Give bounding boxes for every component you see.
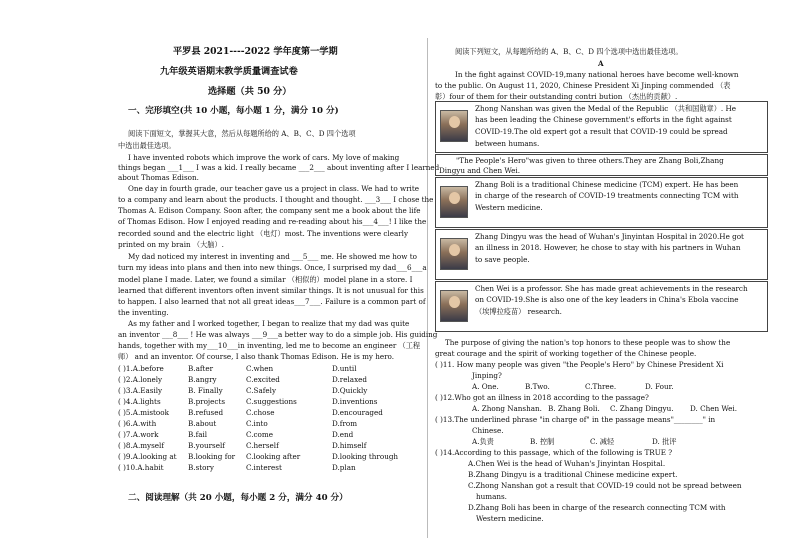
question-stem: ( )11. How many people was given "the People's Hero" by Chinese President Xi (435, 360, 724, 369)
peoples-hero-note (435, 154, 768, 176)
card-line: （埃博拉疫苗） research. (475, 307, 562, 316)
intro-line: 彰）four of them for their outstanding contri bution （杰出的贡献）. (435, 92, 678, 101)
passage-letter: A (598, 59, 604, 68)
exam-title: 九年级英语期末教学质量调查试卷 (160, 66, 298, 77)
portrait-photo (440, 238, 468, 270)
part-title: 选择题（共 50 分） (208, 86, 292, 97)
question-option-c-cont: humans. (476, 492, 507, 501)
question-option-c[interactable]: C.into (246, 419, 268, 428)
passage-line: the inventing. (118, 308, 169, 317)
question-option-b[interactable]: B.looking for (188, 452, 236, 461)
reading-instruction: 阅读下列短文，从每题所给的 A、B、C、D 四个选项中选出最佳选项。 (455, 47, 683, 56)
question-option-c[interactable]: C.suggestions (246, 397, 297, 406)
cloze-instruction-line-2: 中选出最佳选项。 (118, 141, 176, 150)
passage-line: to a company and learn about the products. I thought and thought. ___3___ I chose the (118, 195, 434, 204)
question-option-b[interactable]: B.Two. (525, 382, 550, 391)
question-option-b[interactable]: B.about (188, 419, 217, 428)
card-line: COVID-19.The old expert got a result that COVID-19 could be spread (475, 127, 728, 136)
card-line: between humans. (475, 139, 540, 148)
question-option-c[interactable]: C.Safely (246, 386, 277, 395)
question-option-d[interactable]: D.plan (332, 463, 356, 472)
passage-line: My dad noticed my interest in inventing and ___5___ me. He showed me how to (128, 252, 417, 261)
question-option-c[interactable]: C.when (246, 364, 274, 373)
intro-line: In the fight against COVID-19,many national heroes have become well-known (455, 70, 739, 79)
section-heading-cloze: 一、完形填空(共 10 小题，每小题 1 分，满分 10 分) (128, 106, 339, 116)
question-option-d[interactable]: D.himself (332, 441, 367, 450)
question-option-c[interactable]: C.looking after (246, 452, 301, 461)
question-option-c[interactable]: C.excited (246, 375, 280, 384)
question-stem: ( )13.The underlined phrase "in charge of" in the passage means"________" in (435, 415, 716, 424)
question-option-a[interactable]: ( )9.A.looking at (118, 452, 177, 461)
passage-line: model plane I made. Later, we found a similar （相似的）model plane in a store. I (118, 275, 413, 284)
question-option-d[interactable]: D.Zhang Boli has been in charge of the research connecting TCM with (468, 503, 726, 512)
question-option-b[interactable]: B.fail (188, 430, 208, 439)
card-line: has been leading the Chinese government's efforts in the fight against (475, 115, 732, 124)
question-option-a[interactable]: A. One. (472, 382, 499, 391)
card-line: on COVID-19.She is also one of the key leaders in China's Ebola vaccine (475, 295, 739, 304)
card-line: Western medicine. (475, 203, 543, 212)
question-stem: Chinese. (472, 426, 504, 435)
question-option-d[interactable]: D.inventions (332, 397, 378, 406)
question-option-d[interactable]: D.relaxed (332, 375, 367, 384)
question-option-d[interactable]: D.from (332, 419, 358, 428)
hero-card-chen-wei (435, 281, 768, 332)
card-line: to save people. (475, 255, 530, 264)
purpose-line: great courage and the spirit of working together of the Chinese people. (435, 349, 697, 358)
exam-county-title: 平罗县 2021----2022 学年度第一学期 (173, 46, 338, 57)
question-option-c[interactable]: C. Zhang Dingyu. (610, 404, 674, 413)
question-option-a[interactable]: ( )5.A.mistook (118, 408, 169, 417)
question-option-c[interactable]: C.Three. (585, 382, 617, 391)
column-divider (427, 38, 428, 538)
purpose-line: The purpose of giving the nation's top honors to these people was to show the (445, 338, 731, 347)
question-option-a[interactable]: ( )10.A.habit (118, 463, 164, 472)
portrait-photo (440, 290, 468, 322)
passage-line: 师） and an inventor. Of course, I also thank Thomas Edison. He is my hero. (118, 352, 395, 361)
passage-line: One day in fourth grade, our teacher gave us a project in class. We had to write (128, 184, 419, 193)
question-stem: ( )12.Who got an illness in 2018 according to the passage? (435, 393, 649, 402)
question-option-c[interactable]: C.chose (246, 408, 275, 417)
question-option-d[interactable]: D.end (332, 430, 354, 439)
question-option-d[interactable]: D.looking through (332, 452, 399, 461)
passage-line: recorded sound and the electric light （电灯）most. The inventions were clearly (118, 229, 409, 238)
question-stem: Jinping? (472, 371, 502, 380)
question-option-b[interactable]: B.yourself (188, 441, 225, 450)
question-option-a[interactable]: ( )8.A.myself (118, 441, 165, 450)
question-option-b[interactable]: B.after (188, 364, 214, 373)
portrait-photo (440, 186, 468, 218)
passage-line: As my father and I worked together, I began to realize that my dad was quite (128, 319, 410, 328)
cloze-instruction-line-1: 阅读下面短文，掌握其大意，然后从每题所给的 A、B、C、D 四个选项 (128, 129, 356, 138)
card-line: Zhang Dingyu was the head of Wuhan's Jinyintan Hospital in 2020.He got (475, 232, 744, 241)
passage-line: learned that different inventors often invent similar things. It is not unusual for this (118, 286, 424, 295)
question-option-c[interactable]: C.come (246, 430, 273, 439)
question-option-c[interactable]: C. 减轻 (590, 437, 615, 446)
question-option-d-cont: Western medicine. (476, 514, 544, 523)
question-option-b[interactable]: B.projects (188, 397, 226, 406)
section-heading-reading: 二、阅读理解（共 20 小题，每小题 2 分，满分 40 分） (128, 493, 348, 503)
question-option-b[interactable]: B. Finally (188, 386, 223, 395)
question-option-a[interactable]: ( )4.A.lights (118, 397, 161, 406)
question-option-d[interactable]: D. 批评 (652, 437, 677, 446)
question-option-c[interactable]: C.herself (246, 441, 279, 450)
question-option-c[interactable]: C.interest (246, 463, 282, 472)
question-option-b[interactable]: B.Zhang Dingyu is a traditional Chinese medicine expert. (468, 470, 678, 479)
question-option-a[interactable]: A. Zhong Nanshan. (472, 404, 542, 413)
question-option-b[interactable]: B. 控制 (530, 437, 555, 446)
card-line: Zhong Nanshan was given the Medal of the Republic （共和国勋章）. He (475, 104, 736, 113)
question-option-d[interactable]: D.until (332, 364, 357, 373)
question-option-d[interactable]: D.Quickly (332, 386, 368, 395)
intro-line: to the public. On August 11, 2020, Chinese President Xi Jinping commended （表 (435, 81, 731, 90)
question-option-b[interactable]: B.refused (188, 408, 224, 417)
question-option-a[interactable]: ( )6.A.with (118, 419, 157, 428)
passage-line: an inventor ___8___ ! He was always ___9___a better way to do a simple job. His guiding (118, 330, 438, 339)
question-option-a[interactable]: A.Chen Wei is the head of Wuhan's Jinyintan Hospital. (468, 459, 666, 468)
passage-line: things began ___1___ I was a kid. I really became ___2___ about inventing after I learned (118, 163, 440, 172)
passage-line: to happen. I also learned that not all great ideas___7___. Failure is a common part of (118, 297, 426, 306)
question-option-a[interactable]: ( )3.A.Easily (118, 386, 163, 395)
note-line: Dingyu and Chen Wei. (439, 166, 520, 175)
passage-line: of Thomas Edison. How I enjoyed reading and re-reading about his___4___! I like the (118, 217, 427, 226)
question-option-b[interactable]: B.story (188, 463, 214, 472)
passage-line: I have invented robots which improve the work of cars. My love of making (128, 153, 400, 162)
hero-card-zhang-boli (435, 177, 768, 228)
question-option-d[interactable]: D. Chen Wei. (690, 404, 738, 413)
passage-line: turn my ideas into plans and then into new things. Once, I surprised my dad___6___a (118, 263, 427, 272)
question-option-b[interactable]: B.angry (188, 375, 217, 384)
question-option-a[interactable]: ( )7.A.work (118, 430, 159, 439)
question-option-d[interactable]: D.encouraged (332, 408, 383, 417)
card-line: Zhang Boli is a traditional Chinese medicine (TCM) expert. He has been (475, 180, 739, 189)
question-option-c[interactable]: C.Zhong Nanshan got a result that COVID-19 could not be spread between (468, 481, 742, 490)
question-option-a[interactable]: ( )1.A.before (118, 364, 164, 373)
passage-line: about Thomas Edison. (118, 173, 199, 182)
passage-line: printed on my brain （大脑）. (118, 240, 224, 249)
question-option-a[interactable]: A.负责 (472, 437, 494, 446)
question-option-a[interactable]: ( )2.A.lonely (118, 375, 163, 384)
question-option-b[interactable]: B. Zhang Boli. (548, 404, 600, 413)
question-option-d[interactable]: D. Four. (645, 382, 674, 391)
portrait-photo (440, 110, 468, 142)
passage-line: Thomas A. Edison Company. Soon after, the company sent me a book about the life (118, 206, 421, 215)
card-line: an illness in 2018. However, he chose to stay with his partners in Wuhan (475, 243, 741, 252)
passage-line: hands, together with my___10___in inventing, led me to become an engineer （工程 (118, 341, 421, 350)
card-line: in charge of the research of COVID-19 treatments connecting TCM with (475, 191, 739, 200)
question-stem: ( )14.According to this passage, which of the following is TRUE ? (435, 448, 673, 457)
card-line: Chen Wei is a professor. She has made great achievements in the research (475, 284, 748, 293)
hero-card-zhang-dingyu (435, 229, 768, 280)
hero-card-zhong-nanshan (435, 101, 768, 153)
note-line: "The People's Hero"was given to three others.They are Zhang Boli,Zhang (456, 156, 724, 165)
